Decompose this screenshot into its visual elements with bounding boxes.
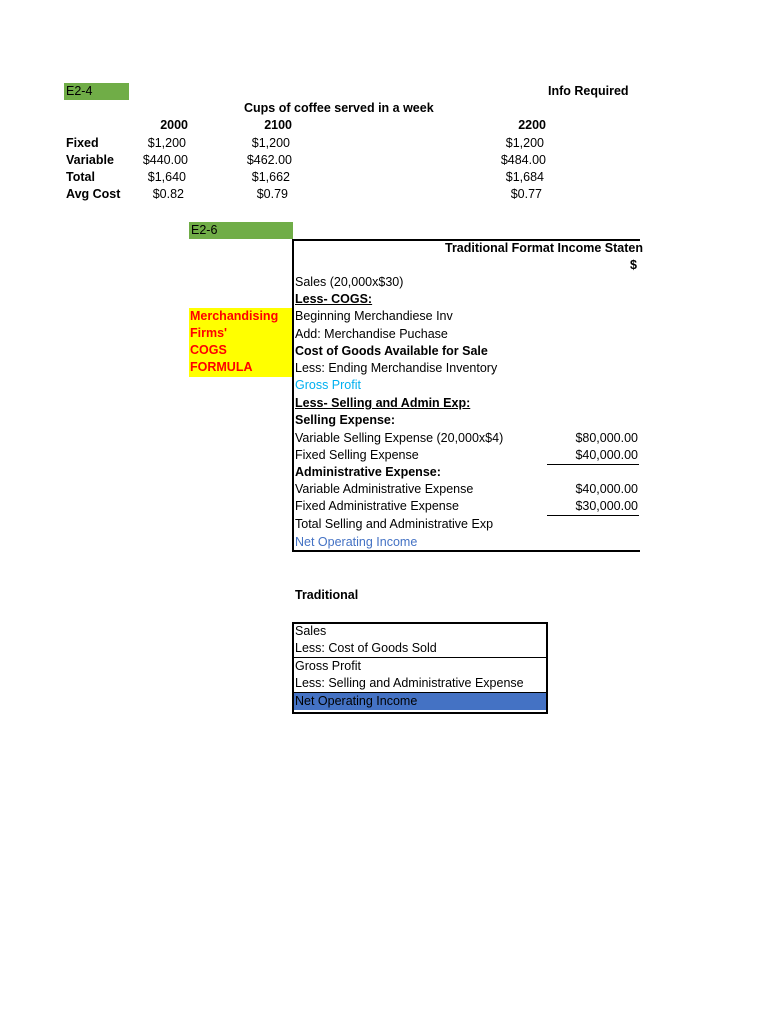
info-required-label: Info Required (548, 84, 629, 98)
e24-cell: $0.79 (256, 187, 288, 201)
statement-line: Variable Selling Expense (20,000x$4) (295, 431, 504, 445)
net-operating-income-line: Net Operating Income (295, 535, 418, 549)
statement-amount: $30,000.00 (575, 499, 638, 513)
traditional-line: Less: Selling and Administrative Expense (295, 676, 524, 690)
e24-col-header: 2000 (160, 118, 188, 132)
e24-title: Cups of coffee served in a week (244, 101, 434, 115)
e24-cell: $1,640 (147, 170, 186, 184)
traditional-line: Sales (295, 624, 327, 638)
statement-line: Selling Expense: (295, 413, 396, 427)
e24-cell: $1,684 (505, 170, 544, 184)
e24-cell: $1,662 (251, 170, 290, 184)
e24-cell: $462.00 (246, 153, 292, 167)
traditional-title: Traditional (295, 588, 359, 602)
e24-row-label: Fixed (66, 136, 99, 150)
e24-row-label: Avg Cost (66, 187, 121, 201)
e24-cell: $440.00 (142, 153, 188, 167)
statement-line: Fixed Administrative Expense (295, 499, 459, 513)
e24-cell: $484.00 (500, 153, 546, 167)
traditional-line: Net Operating Income (295, 694, 418, 708)
statement-line: Sales (20,000x$30) (295, 275, 404, 289)
cogs-note-line: Merchandising (190, 309, 279, 323)
e24-col-header: 2100 (264, 118, 292, 132)
statement-line: Fixed Selling Expense (295, 448, 419, 462)
statement-title: Traditional Format Income Staten (445, 241, 643, 255)
statement-line: Total Selling and Administrative Exp (295, 517, 494, 531)
e24-cell: $0.77 (510, 187, 542, 201)
e24-tag: E2-4 (64, 83, 129, 100)
statement-line: Add: Merchandise Puchase (295, 327, 448, 341)
statement-line: Less- Selling and Admin Exp: (295, 396, 471, 410)
e24-row-label: Variable (66, 153, 114, 167)
e24-col-header: 2200 (518, 118, 546, 132)
statement-line: Beginning Merchandiese Inv (295, 309, 453, 323)
statement-left-border (292, 239, 294, 551)
e24-cell: $0.82 (152, 187, 184, 201)
subtotal-underline (547, 464, 639, 465)
statement-amount: $40,000.00 (575, 482, 638, 496)
e24-row-label: Total (66, 170, 95, 184)
e24-cell: $1,200 (251, 136, 290, 150)
e24-cell: $1,200 (147, 136, 186, 150)
statement-amount: $80,000.00 (575, 431, 638, 445)
gross-profit-line: Gross Profit (295, 378, 361, 392)
e26-tag: E2-6 (189, 222, 293, 239)
traditional-line: Gross Profit (295, 659, 361, 673)
statement-line: Less: Ending Merchandise Inventory (295, 361, 498, 375)
traditional-line: Less: Cost of Goods Sold (295, 641, 437, 655)
cogs-note-line: Firms' (190, 326, 228, 340)
statement-line: Administrative Expense: (295, 465, 441, 479)
e24-cell: $1,200 (505, 136, 544, 150)
statement-amount: $40,000.00 (575, 448, 638, 462)
cogs-note-line: COGS (190, 343, 227, 357)
statement-line: Less- COGS: (295, 292, 373, 306)
statement-line: Variable Administrative Expense (295, 482, 474, 496)
cogs-note-line: FORMULA (190, 360, 253, 374)
statement-line: Cost of Goods Available for Sale (295, 344, 488, 358)
subtotal-underline (547, 515, 639, 516)
statement-currency: $ (630, 258, 637, 272)
